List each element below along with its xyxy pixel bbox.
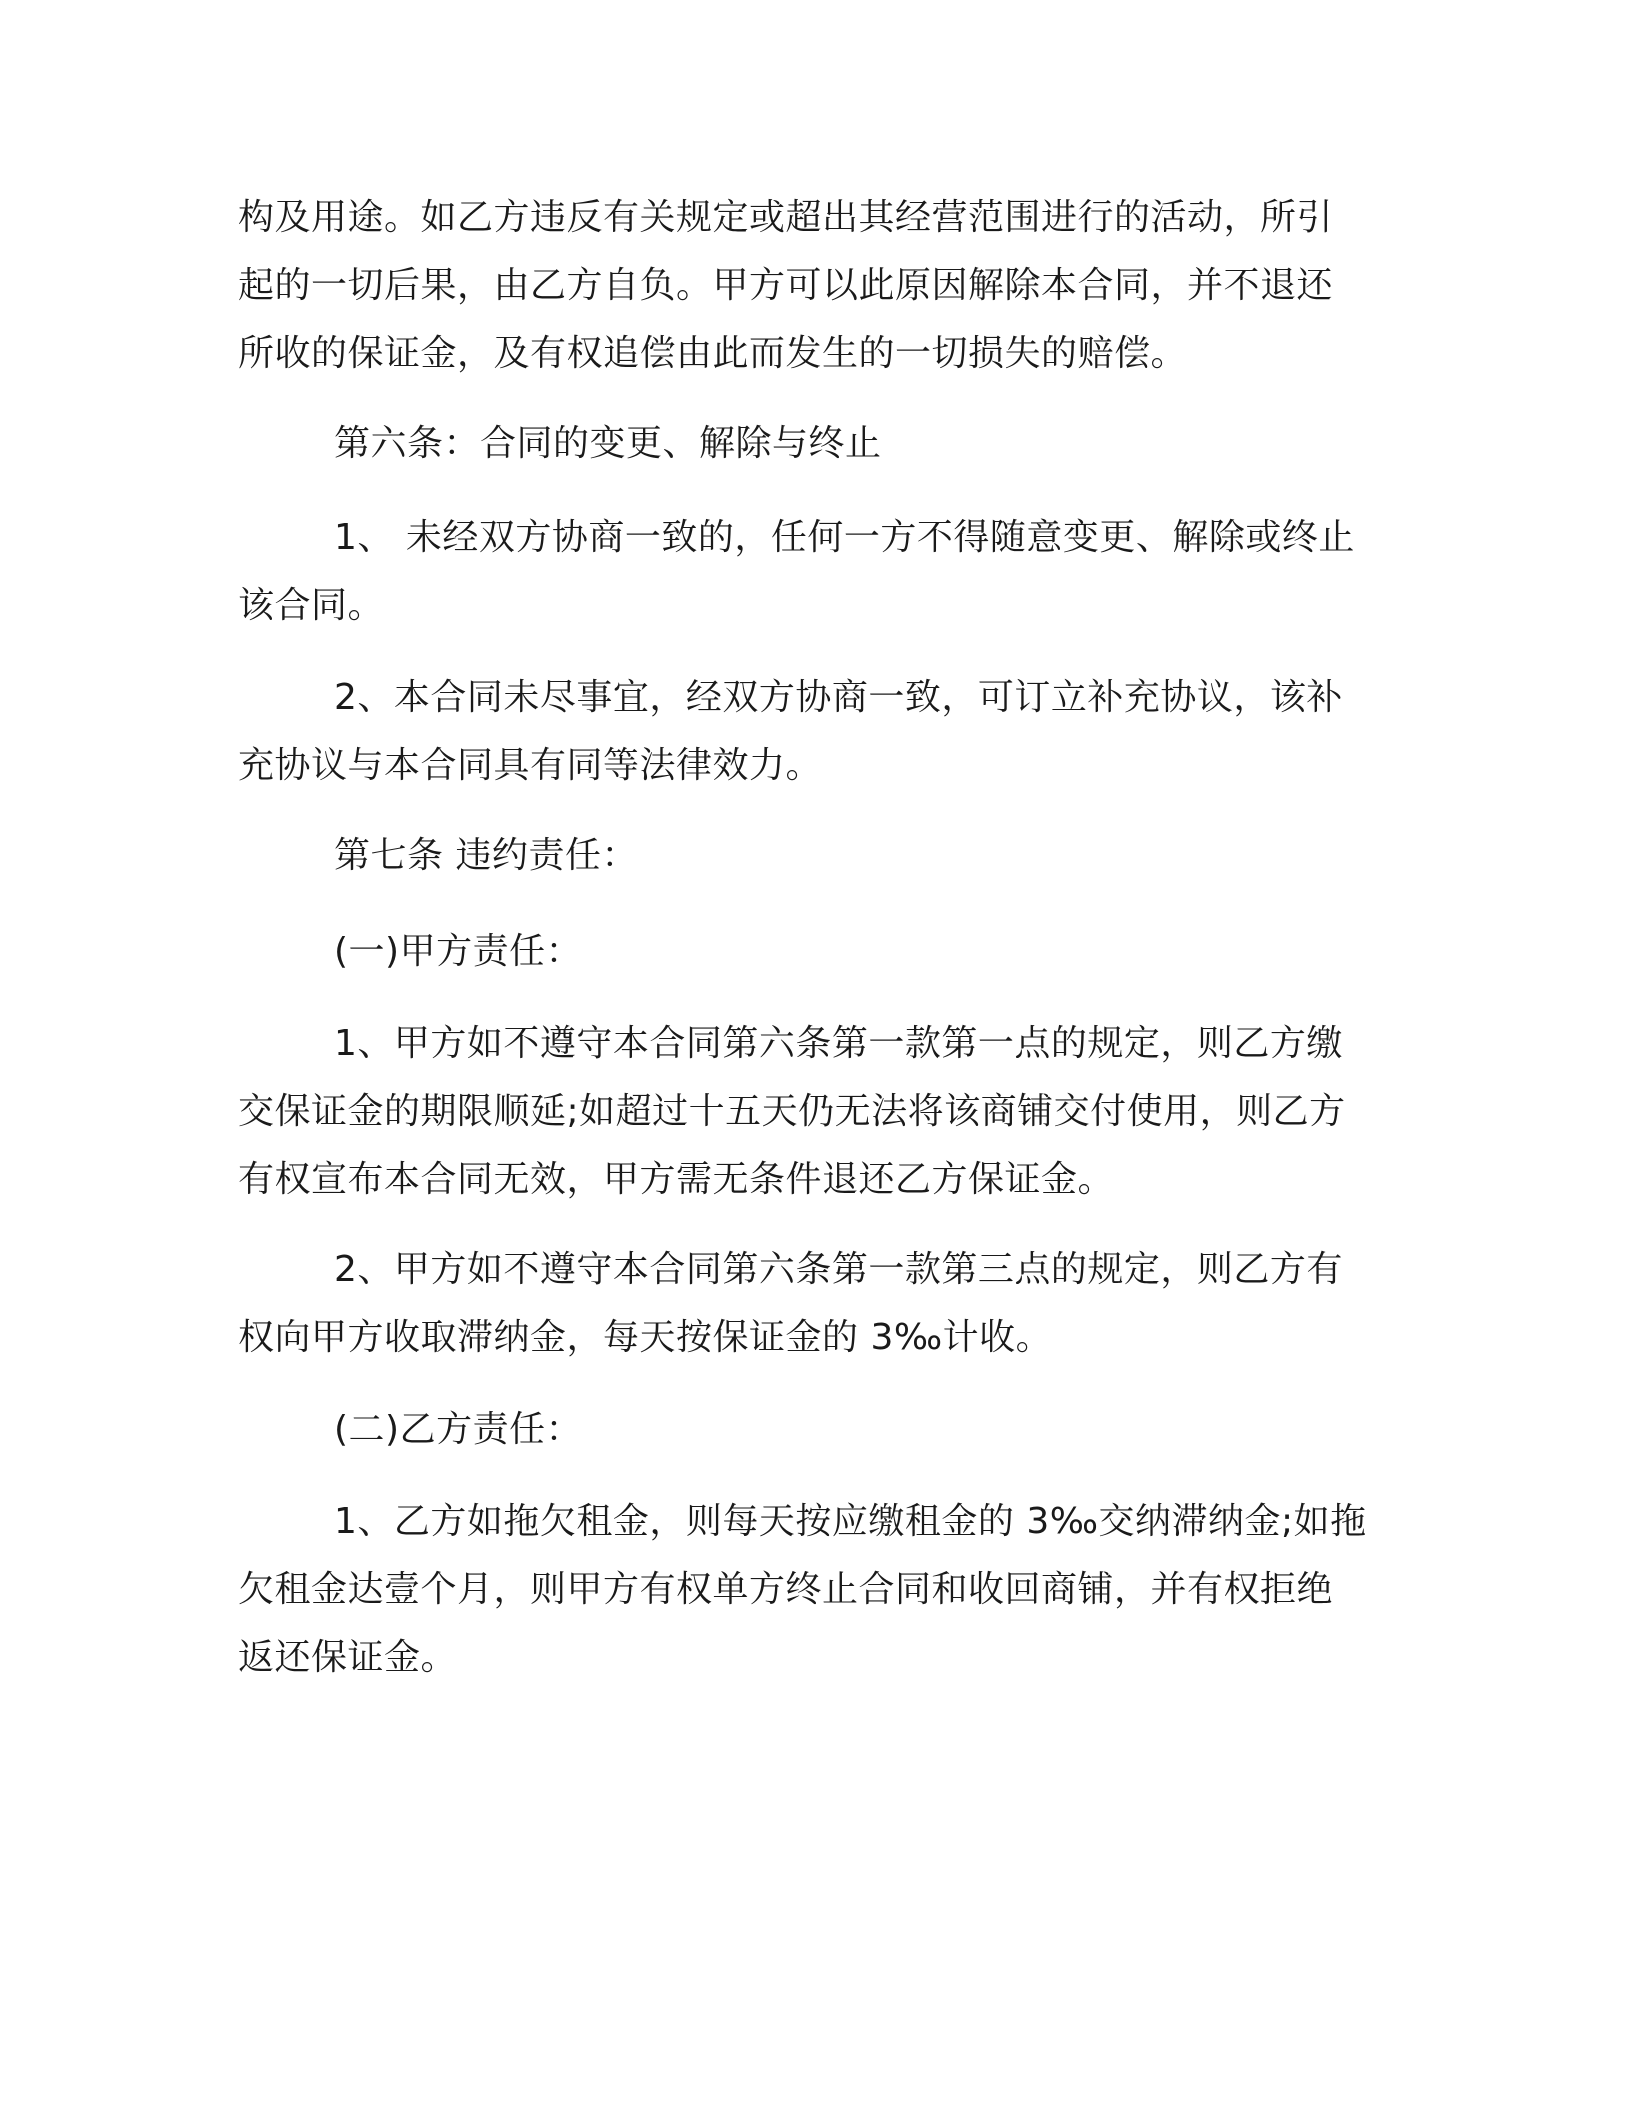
text-line: 返还保证金。 (238, 1637, 458, 1678)
text-line: 1、甲方如不遵守本合同第六条第一款第一点的规定，则乙方缴 (334, 1023, 1343, 1064)
article6-heading (238, 410, 1368, 478)
text-line: 起的一切后果，由乙方自负。甲方可以此原因解除本合同，并不退还 (238, 265, 1334, 306)
text-line: 有权宣布本合同无效，甲方需无条件退还乙方保证金。 (238, 1159, 1115, 1200)
partyA-heading (238, 918, 1368, 986)
text-line: 所收的保证金，及有权追偿由此而发生的一切损失的赔偿。 (238, 333, 1188, 374)
text-line: 1、乙方如拖欠租金，则每天按应缴租金的 3‰交纳滞纳金;如拖 (334, 1501, 1367, 1542)
text-line: 2、本合同未尽事宜，经双方协商一致，可订立补充协议，该补 (334, 677, 1343, 718)
text-line: 欠租金达壹个月，则甲方有权单方终止合同和收回商铺，并有权拒绝 (238, 1569, 1334, 1610)
text-line: 构及用途。如乙方违反有关规定或超出其经营范围进行的活动，所引 (238, 197, 1334, 238)
text-line: 充协议与本合同具有同等法律效力。 (238, 745, 823, 786)
text-line: 该合同。 (238, 585, 385, 626)
article7-heading (238, 822, 1368, 890)
partyB-heading (238, 1396, 1368, 1464)
subsection-heading: (一)甲方责任： (334, 931, 583, 972)
subsection-heading: (二)乙方责任： (334, 1409, 583, 1450)
paragraph-intro (238, 184, 1368, 388)
partyB-item1 (238, 1488, 1368, 1692)
text-line: 交保证金的期限顺延;如超过十五天仍无法将该商铺交付使用，则乙方 (238, 1091, 1346, 1132)
article6-item2 (238, 664, 1368, 800)
text-line: 权向甲方收取滞纳金，每天按保证金的 3‰计收。 (238, 1317, 1053, 1358)
text-line: 2、甲方如不遵守本合同第六条第一款第三点的规定，则乙方有 (334, 1249, 1343, 1290)
section-heading: 第六条：合同的变更、解除与终止 (334, 423, 882, 464)
article6-item1 (238, 504, 1368, 640)
partyA-item1 (238, 1010, 1368, 1214)
section-heading: 第七条 违约责任： (334, 835, 638, 876)
text-line: 1、 未经双方协商一致的，任何一方不得随意变更、解除或终止 (334, 517, 1355, 558)
partyA-item2 (238, 1236, 1368, 1372)
